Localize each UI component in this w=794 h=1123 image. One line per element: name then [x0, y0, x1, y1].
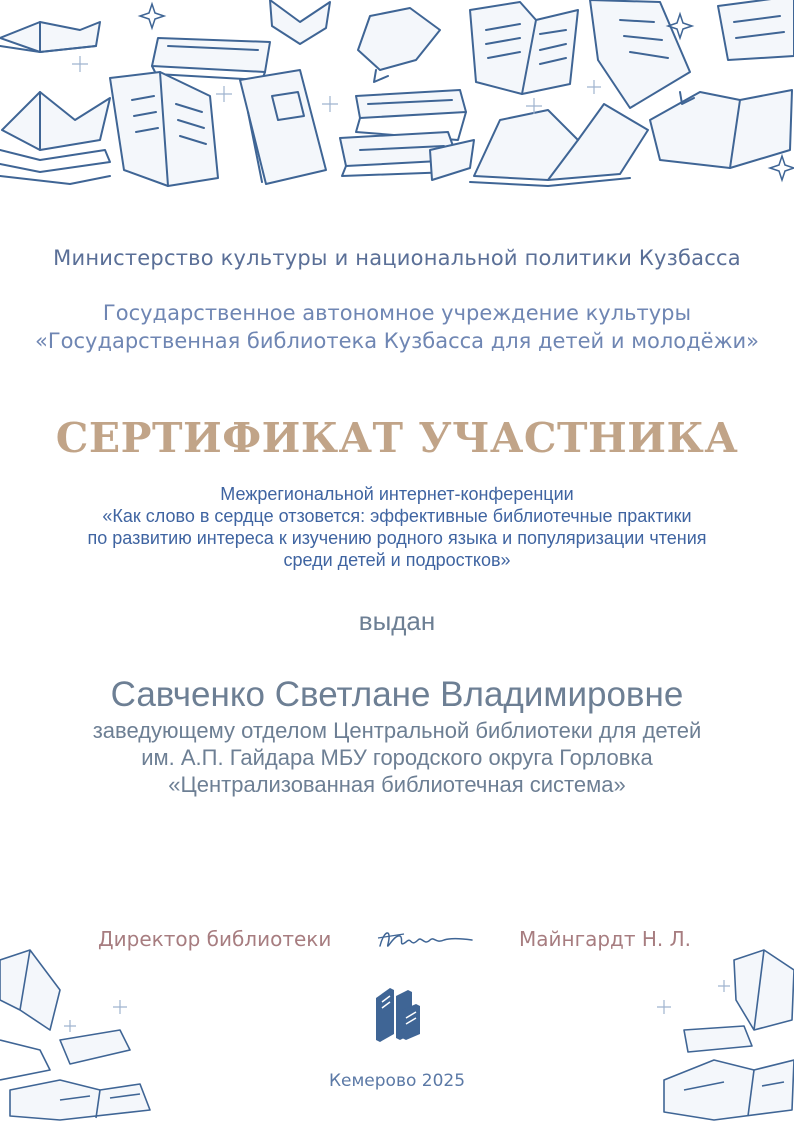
event-line: «Как слово в сердце отзовется: эффективные библиотечные практики	[102, 506, 692, 526]
institution-line-1: Государственное автономное учреждение культуры	[102, 301, 692, 325]
top-books-illustration	[0, 0, 794, 200]
bottom-right-books-illustration	[624, 940, 794, 1123]
signatory-role: Директор библиотеки	[98, 927, 332, 951]
books-logo-icon	[372, 984, 424, 1044]
event-line: среди детей и подростков»	[283, 550, 511, 570]
signatory-name: Майнгардт Н. Л.	[519, 927, 692, 951]
recipient-name: Савченко Светлане Владимировне	[110, 675, 684, 714]
recipient-position	[0, 717, 794, 798]
ministry-name: Министерство культуры и национальной политики Кузбасса	[53, 246, 741, 270]
issued-label: выдан	[358, 606, 436, 636]
bottom-left-books-illustration	[0, 940, 170, 1123]
signature-mark	[374, 924, 474, 956]
event-description	[0, 483, 794, 571]
position-line: им. А.П. Гайдара МБУ городского округа Горловка	[141, 745, 653, 770]
certificate-title: СЕРТИФИКАТ УЧАСТНИКА	[55, 414, 739, 462]
city-year: Кемерово 2025	[328, 1071, 466, 1091]
event-line: по развитию интереса к изучению родного языка и популяризации чтения	[87, 528, 707, 548]
institution-line-2: «Государственная библиотека Кузбасса для детей и молодёжи»	[34, 329, 760, 353]
position-line: заведующему отделом Центральной библиотеки для детей	[92, 718, 702, 743]
event-line: Межрегиональной интернет-конференции	[220, 484, 574, 504]
position-line: «Централизованная библиотечная система»	[168, 772, 626, 797]
